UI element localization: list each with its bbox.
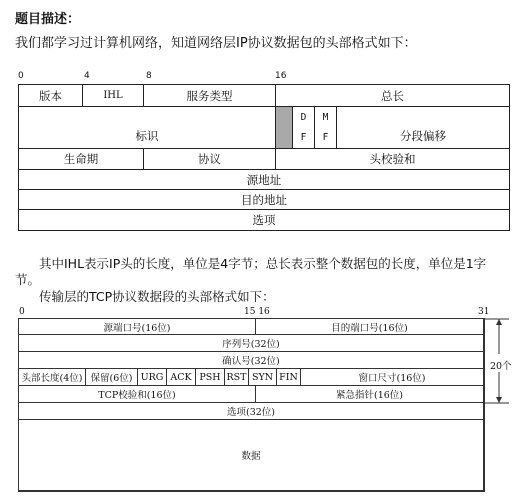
tcp-field-header-length	[19, 369, 86, 386]
tcp-flag-urg-label: URG	[140, 371, 164, 383]
ip-field-ttl-label: 生命期	[63, 152, 99, 166]
ip-field-protocol-label: 协议	[198, 152, 221, 166]
ip-field-source-address-label: 源地址	[246, 172, 282, 187]
tcp-flag-urg	[138, 369, 167, 386]
ip-field-fragment-offset-label: 分段偏移	[400, 129, 446, 143]
ihl-explanation-line1: 其中IHL表示IP头的长度，单位是4字节；总长表示整个数据包的长度，单位是1字	[39, 256, 487, 271]
tcp-flag-psh-label: PSH	[199, 371, 221, 383]
intro-text: 我们都学习过计算机网络，知道网络层IP协议数据包的头部格式如下：	[15, 36, 417, 51]
ip-bit-label-4: 4	[84, 71, 90, 81]
ip-field-identification	[19, 107, 276, 149]
ip-field-checksum	[276, 149, 509, 170]
ip-field-ihl	[83, 85, 144, 107]
tcp-flag-rst	[225, 369, 249, 386]
tcp-field-ack-number-label: 确认号(32位)	[222, 356, 280, 367]
tcp-header-size-label: 20个	[490, 358, 512, 372]
ip-field-options-label: 选项	[252, 213, 276, 227]
ip-flag-df	[293, 107, 315, 149]
tcp-field-data	[19, 420, 484, 491]
ip-field-destination-address	[19, 190, 509, 210]
tcp-field-ack-number	[19, 352, 484, 369]
ip-field-version-label: 版本	[39, 88, 62, 103]
ip-field-ttl	[19, 149, 144, 170]
ip-bit-label-0: 0	[18, 71, 24, 81]
tcp-field-urgent-pointer	[256, 386, 484, 403]
tcp-field-window-size	[301, 369, 484, 386]
tcp-field-urgent-pointer-label: 紧急指针(16位)	[335, 390, 403, 401]
ip-flag-f-letter: F	[300, 132, 307, 144]
ip-flag-reserved	[276, 107, 293, 149]
tcp-flag-fin-label: FIN	[279, 371, 298, 383]
tcp-flag-ack-label: ACK	[170, 371, 192, 383]
tcp-field-options-label: 选项(32位)	[226, 407, 275, 418]
tcp-flag-syn-label: SYN	[251, 371, 274, 383]
tcp-field-data-label: 数据	[241, 451, 261, 462]
ip-field-tos	[144, 85, 276, 107]
ip-field-total-length-label: 总长	[381, 88, 404, 103]
tcp-flag-fin	[277, 369, 301, 386]
ip-field-options	[19, 210, 509, 230]
ip-flag-mf	[315, 107, 337, 149]
ip-field-tos-label: 服务类型	[186, 88, 233, 103]
problem-heading: 题目描述：	[15, 12, 81, 27]
tcp-flag-ack	[167, 369, 196, 386]
ip-field-version	[19, 85, 83, 107]
tcp-field-checksum	[19, 386, 256, 403]
tcp-field-sequence-number	[19, 335, 484, 352]
tcp-field-reserved-label: 保留(6位)	[90, 373, 133, 384]
tcp-field-sequence-number-label: 序列号(32位)	[222, 339, 280, 350]
tcp-field-reserved	[86, 369, 138, 386]
tcp-bit-label-31: 31	[478, 307, 490, 317]
ip-header-diagram	[18, 84, 510, 231]
tcp-flag-rst-label: RST	[226, 371, 247, 383]
ip-field-identification-label: 标识	[135, 129, 159, 143]
ip-field-checksum-label: 头校验和	[369, 152, 416, 166]
ip-bit-label-8: 8	[146, 71, 152, 81]
tcp-field-source-port-label: 源端口号(16位)	[103, 322, 171, 334]
ip-bit-label-16: 16	[275, 71, 287, 81]
tcp-field-destination-port-label: 目的端口号(16位)	[331, 322, 408, 334]
ihl-explanation-line2: 节。	[15, 272, 41, 287]
tcp-bit-label-15-16: 15 16	[244, 307, 270, 317]
tcp-field-header-length-label: 头部长度(4位)	[21, 373, 83, 384]
tcp-field-destination-port	[256, 319, 484, 335]
ip-field-fragment-offset	[337, 107, 509, 149]
tcp-field-window-size-label: 窗口尺寸(16位)	[358, 373, 426, 384]
ip-field-total-length	[276, 85, 509, 107]
ip-flag-m-letter: M	[322, 111, 329, 123]
ip-flag-f-letter-2: F	[322, 132, 329, 144]
tcp-intro-text: 传输层的TCP协议数据段的头部格式如下：	[39, 289, 275, 304]
tcp-field-checksum-label: TCP校验和(16位)	[98, 390, 176, 401]
ip-field-ihl-label: IHL	[103, 90, 123, 101]
tcp-bit-label-0: 0	[19, 307, 25, 317]
tcp-flag-syn	[249, 369, 277, 386]
ip-field-source-address	[19, 170, 509, 190]
tcp-flag-psh	[196, 369, 225, 386]
ip-field-protocol	[144, 149, 276, 170]
tcp-header-diagram	[18, 318, 485, 492]
ip-flag-d-letter: D	[300, 111, 307, 123]
ip-field-destination-address-label: 目的地址	[241, 192, 287, 207]
tcp-field-options	[19, 403, 484, 420]
tcp-field-source-port	[19, 319, 256, 335]
